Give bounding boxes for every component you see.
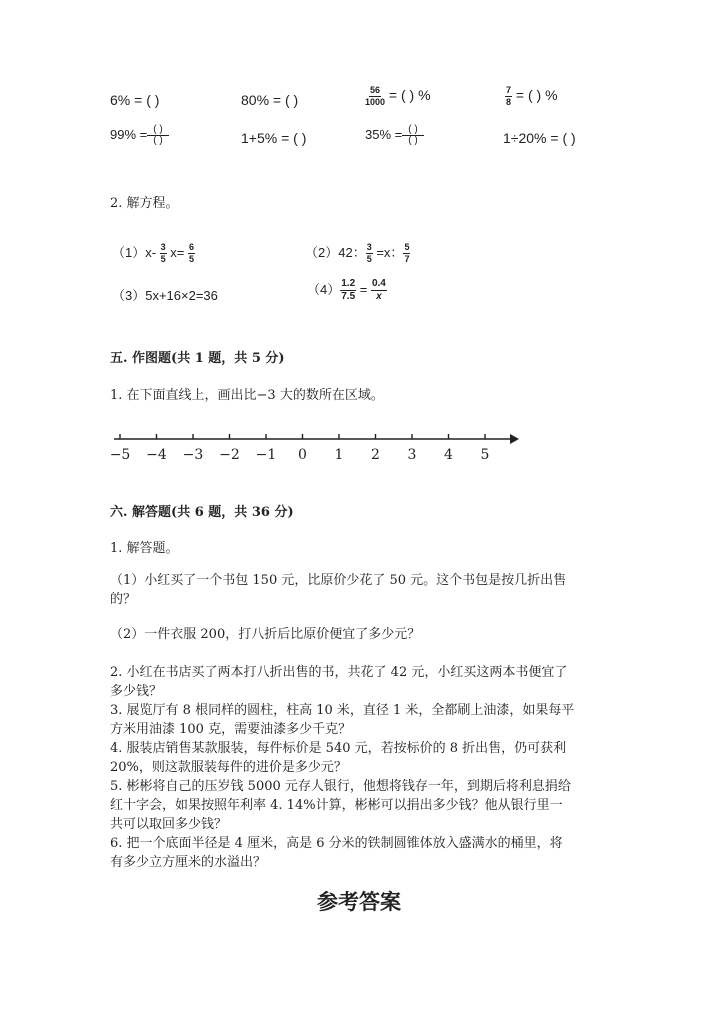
- section-6-q1-1: （1）小红买了一个书包 150 元，比原价少花了 50 元。这个书包是按几折出售 的？: [110, 573, 567, 607]
- equation-2: （2）42： $\frac{3}{5}$ =x： $\frac{5}{7}$: [305, 242, 410, 265]
- number-line-label: −1: [255, 447, 277, 463]
- number-line: [110, 425, 530, 470]
- number-line-label: 3: [407, 447, 417, 463]
- number-line-label: −4: [146, 447, 167, 463]
- number-line-label: 4: [444, 447, 453, 463]
- fraction: $\frac{1.2}{7.5}$: [341, 278, 356, 303]
- fraction: $\frac{3}{5}$: [160, 242, 166, 265]
- fraction-7-8: $\frac{7}{8}$: [506, 85, 512, 107]
- answer-title: 参考答案: [317, 889, 401, 914]
- blank-fraction: $\frac{( )}{( )}$: [147, 125, 168, 146]
- number-line-label: −5: [110, 447, 131, 463]
- number-line-label: −2: [219, 447, 240, 463]
- fraction: $\frac{6}{5}$: [189, 242, 195, 265]
- section-6-title: 六. 解答题(共 6 题，共 36 分): [110, 505, 294, 520]
- equation-4: （4） $\frac{1.2}{7.5}$ = $\frac{0.4}{x}$: [307, 278, 386, 303]
- number-line-label: 0: [298, 447, 307, 463]
- equation-3: （3）5x+16×2=36: [112, 288, 218, 303]
- number-line-label: 2: [371, 447, 380, 463]
- fraction: $\frac{0.4}{x}$: [371, 278, 386, 303]
- pct-row1-c4: $\frac{7}{8}$ = ( ) %: [506, 85, 558, 107]
- fraction-56-1000: $\frac{56}{1000}$: [365, 85, 386, 107]
- fraction: $\frac{5}{7}$: [404, 242, 410, 265]
- number-line-label: 5: [480, 447, 490, 463]
- question-2-heading: 2. 解方程。: [110, 196, 179, 211]
- pct-row2-c2: 1+5% = ( ): [241, 130, 307, 146]
- pct-row2-c1: 99% = $\frac{( )}{( )}$: [110, 125, 169, 146]
- section-6-q2-q6: 2. 小红在书店买了两本打八折出售的书，共花了 42 元，小红买这两本书便宜了 多少钱？ 3. 展览厅有 8 根同样的圆柱，柱高 10 米，直径 1 米，全都刷上油漆，如果每平 方米用油漆 100 克，需要油漆多少千克？ 4. 服装店销售某款服装，每件标价是 540 元，若按标价的 8 折出售，仍可获利 20%，则这款服装每件的进价是多少元？ 5. 彬彬将自己的压岁钱 5000 元存人银行，他想将钱存一年，到期后将利息捐给 红十字会，如果按照年利率 4. 14%计算，彬彬可以捐出多少钱？他从银行里一 共可以取回多少钱？ 6. 把一个底面半径是 4 厘米，高是 6 分米的铁制圆锥体放入盛满水的桶里，将 有多少立方厘米的水溢出？: [110, 665, 575, 870]
- number-line-label: 1: [334, 447, 344, 463]
- section-5-title: 五. 作图题(共 1 题，共 5 分): [110, 351, 285, 366]
- blank-fraction: $\frac{( )}{( )}$: [402, 125, 423, 146]
- section-6-q1-2: （2）一件衣服 200，打八折后比原价便宜了多少元？: [110, 627, 421, 642]
- section-6-q1: 1. 解答题。: [110, 541, 179, 556]
- section-5-q1: 1. 在下面直线上，画出比−3 大的数所在区域。: [110, 388, 384, 403]
- arrow-right-icon: [510, 434, 519, 444]
- pct-row1-c3: $\frac{56}{1000}$ = ( ) %: [365, 85, 431, 107]
- number-line-label: −3: [182, 447, 204, 463]
- equation-1: （1）x- $\frac{3}{5}$ x= $\frac{6}{5}$: [112, 242, 195, 265]
- fraction: $\frac{3}{5}$: [366, 242, 372, 265]
- pct-row2-c3: 35% = $\frac{( )}{( )}$: [365, 125, 424, 146]
- pct-row2-c4: 1÷20% = ( ): [503, 130, 576, 146]
- pct-row1-c1: 6% = ( ): [110, 92, 160, 108]
- pct-row1-c2: 80% = ( ): [241, 92, 299, 108]
